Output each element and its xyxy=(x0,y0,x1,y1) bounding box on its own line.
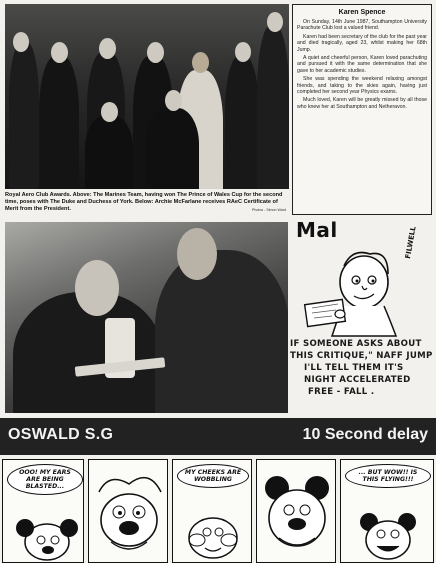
obituary-paragraph: Karen had been secretary of the club for the past year and died tragically, aged 23, whilst making her 68th Jump. xyxy=(297,33,427,53)
comic-panel-2 xyxy=(88,459,168,563)
obituary-paragraph: A quiet and cheerful person, Karen loved parachuting and pursued it with the same determination that she gave to her academic studies. xyxy=(297,55,427,74)
caption-line: I'LL TELL THEM IT'S xyxy=(304,363,404,373)
obituary-body xyxy=(297,19,427,112)
caption-line: FREE - FALL . xyxy=(308,387,375,397)
mal-heading: Mal xyxy=(296,218,338,242)
comic-panel-3 xyxy=(172,459,252,563)
caption-line: IF SOMEONE ASKS ABOUT xyxy=(290,339,422,349)
comic-panel-1 xyxy=(2,459,84,563)
presentation-photo xyxy=(5,222,288,413)
obituary-paragraph: She was spending the weekend relaxing amongst friends, and taking to the skies again, having just completed her second year Physics exams. xyxy=(297,76,427,96)
speech-bubble: MY CHEEKS ARE WOBBLING xyxy=(177,464,249,488)
caption-line: NIGHT ACCELERATED xyxy=(304,375,411,385)
comic-strip-title: OSWALD S.G xyxy=(8,426,114,443)
caption-line: THIS CRITIQUE," NAFF JUMP xyxy=(290,351,433,361)
photo-credit: Photos - Simon Ward xyxy=(251,208,286,212)
cartoonist-signature: FILWELL xyxy=(404,225,418,260)
marines-team-photo xyxy=(5,4,289,189)
speech-bubble: ... BUT WOW!! IS THIS FLYING!!! xyxy=(345,464,431,488)
comic-strip-subtitle: 10 Second delay xyxy=(302,426,428,443)
obituary-box xyxy=(292,4,432,215)
comic-panel-4 xyxy=(256,459,336,563)
mal-cartoon-caption xyxy=(290,338,436,398)
obituary-paragraph: On Sunday, 14th June 1987, Southampton University Parachute Club lost a valued friend. xyxy=(297,19,427,32)
comic-panel-5 xyxy=(340,459,434,563)
photo-caption: Royal Aero Club Awards. Above: The Marines Team, having won The Prince of Wales Cup for the second time, poses with The Duke and Duchess of York. Below: Archie McFarlane receives RAeC Certificate of Merit from the President. xyxy=(5,192,283,212)
speech-bubble: OOO! MY EARS ARE BEING BLASTED... xyxy=(7,464,83,495)
obituary-paragraph: Much loved, Karen will be greatly missed by all those who knew her at Southampton and Netheravon. xyxy=(297,97,427,110)
obituary-title: Karen Spence xyxy=(338,9,386,16)
